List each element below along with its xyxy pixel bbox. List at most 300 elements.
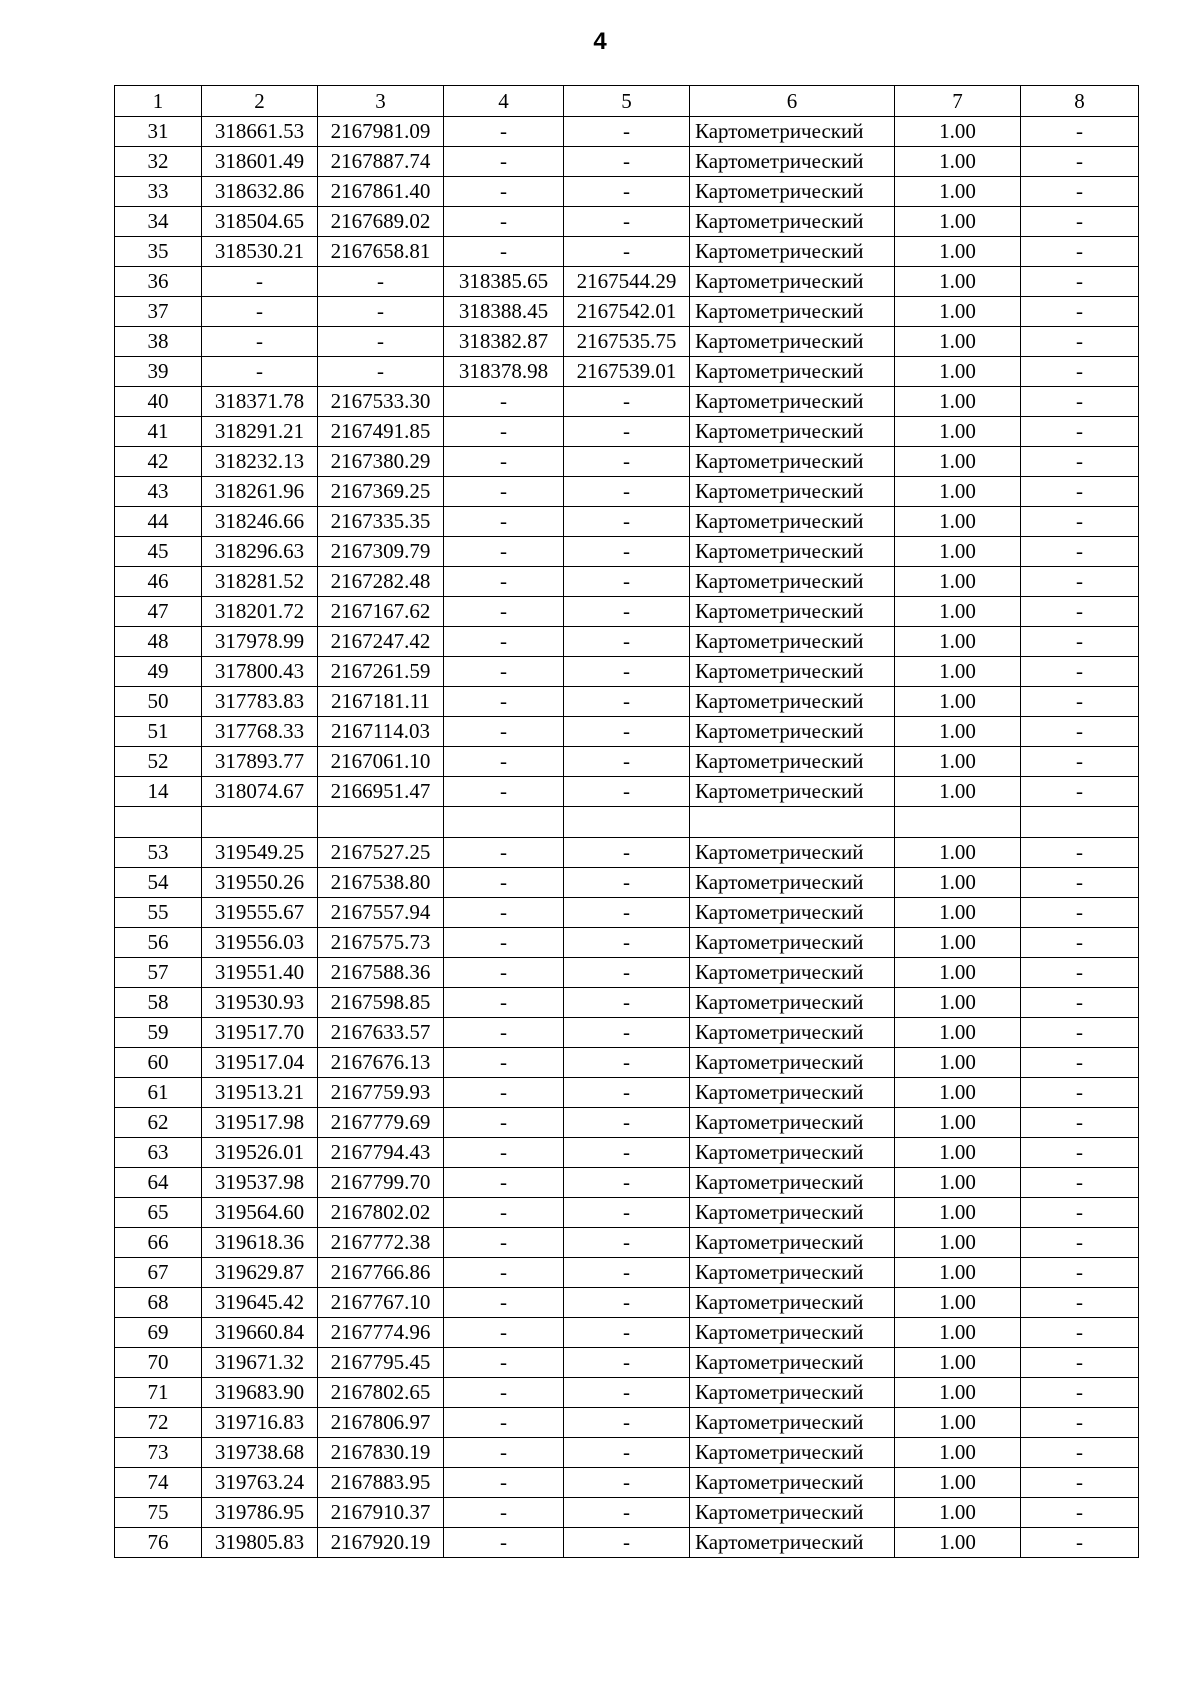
cell-y-coordinate-alt: - — [564, 1528, 690, 1558]
cell-x-coordinate: 319629.87 — [202, 1258, 318, 1288]
cell-method: Картометрический — [690, 237, 895, 267]
table-row — [115, 1378, 1139, 1408]
cell-note: - — [1021, 147, 1139, 177]
cell-method: Картометрический — [690, 297, 895, 327]
cell-point-number: 59 — [115, 1018, 202, 1048]
cell-y-coordinate-alt: - — [564, 627, 690, 657]
cell-y-coordinate: 2167799.70 — [318, 1168, 444, 1198]
cell-x-coordinate-alt: - — [444, 1108, 564, 1138]
table-row — [115, 1318, 1139, 1348]
cell-method: Картометрический — [690, 1138, 895, 1168]
cell-y-coordinate: 2167794.43 — [318, 1138, 444, 1168]
cell-accuracy: 1.00 — [895, 928, 1021, 958]
cell-point-number: 51 — [115, 717, 202, 747]
table-row — [115, 747, 1139, 777]
cell-note: - — [1021, 1438, 1139, 1468]
table-row — [115, 1408, 1139, 1438]
cell-accuracy: 1.00 — [895, 657, 1021, 687]
cell-accuracy: 1.00 — [895, 868, 1021, 898]
table-row — [115, 838, 1139, 868]
cell-method: Картометрический — [690, 657, 895, 687]
cell-note: - — [1021, 297, 1139, 327]
cell-x-coordinate: 319526.01 — [202, 1138, 318, 1168]
cell-note: - — [1021, 1198, 1139, 1228]
cell-y-coordinate: 2167766.86 — [318, 1258, 444, 1288]
cell-point-number: 74 — [115, 1468, 202, 1498]
cell-y-coordinate-alt: - — [564, 537, 690, 567]
cell-x-coordinate: 319517.98 — [202, 1108, 318, 1138]
cell-note: - — [1021, 417, 1139, 447]
cell-x-coordinate-alt: - — [444, 1408, 564, 1438]
table-row — [115, 327, 1139, 357]
cell-x-coordinate: 319513.21 — [202, 1078, 318, 1108]
cell-accuracy: 1.00 — [895, 357, 1021, 387]
cell-x-coordinate: 319763.24 — [202, 1468, 318, 1498]
cell-note: - — [1021, 177, 1139, 207]
cell-method: Картометрический — [690, 898, 895, 928]
table-row — [115, 237, 1139, 267]
cell-point-number: 68 — [115, 1288, 202, 1318]
cell-note: - — [1021, 928, 1139, 958]
header-cell-method: 6 — [690, 86, 895, 117]
cell-x-coordinate: 319738.68 — [202, 1438, 318, 1468]
cell-method: Картометрический — [690, 387, 895, 417]
cell-accuracy: 1.00 — [895, 177, 1021, 207]
cell-x-coordinate: 319556.03 — [202, 928, 318, 958]
cell-y-coordinate-alt: - — [564, 1168, 690, 1198]
cell-y-coordinate: 2167261.59 — [318, 657, 444, 687]
cell-point-number: 37 — [115, 297, 202, 327]
cell-y-coordinate-alt: - — [564, 417, 690, 447]
cell-point-number: 61 — [115, 1078, 202, 1108]
table-row — [115, 928, 1139, 958]
table-row — [115, 1168, 1139, 1198]
cell-method: Картометрический — [690, 537, 895, 567]
cell-accuracy: 1.00 — [895, 958, 1021, 988]
cell-y-coordinate-alt: - — [564, 1048, 690, 1078]
table-row — [115, 627, 1139, 657]
cell-note: - — [1021, 1078, 1139, 1108]
cell-x-coordinate: 319671.32 — [202, 1348, 318, 1378]
table-row — [115, 477, 1139, 507]
cell-x-coordinate-alt: - — [444, 717, 564, 747]
cell-x-coordinate-alt: 318385.65 — [444, 267, 564, 297]
cell-method — [690, 807, 895, 838]
cell-y-coordinate-alt: 2167544.29 — [564, 267, 690, 297]
cell-method: Картометрический — [690, 447, 895, 477]
cell-method: Картометрический — [690, 417, 895, 447]
cell-x-coordinate: 319550.26 — [202, 868, 318, 898]
cell-y-coordinate-alt: - — [564, 898, 690, 928]
cell-point-number: 32 — [115, 147, 202, 177]
cell-point-number: 67 — [115, 1258, 202, 1288]
cell-y-coordinate: 2167282.48 — [318, 567, 444, 597]
cell-point-number: 35 — [115, 237, 202, 267]
cell-x-coordinate: 319716.83 — [202, 1408, 318, 1438]
cell-method: Картометрический — [690, 1198, 895, 1228]
cell-accuracy: 1.00 — [895, 687, 1021, 717]
cell-note: - — [1021, 657, 1139, 687]
table-row — [115, 597, 1139, 627]
cell-point-number: 49 — [115, 657, 202, 687]
cell-accuracy: 1.00 — [895, 597, 1021, 627]
cell-x-coordinate: 318601.49 — [202, 147, 318, 177]
cell-x-coordinate-alt — [444, 807, 564, 838]
cell-note: - — [1021, 1318, 1139, 1348]
cell-x-coordinate-alt: - — [444, 1348, 564, 1378]
cell-note: - — [1021, 117, 1139, 147]
cell-y-coordinate-alt: - — [564, 207, 690, 237]
cell-x-coordinate-alt: - — [444, 597, 564, 627]
cell-x-coordinate-alt: - — [444, 1018, 564, 1048]
cell-method: Картометрический — [690, 267, 895, 297]
cell-x-coordinate-alt: - — [444, 447, 564, 477]
cell-x-coordinate-alt: - — [444, 958, 564, 988]
cell-x-coordinate-alt: - — [444, 507, 564, 537]
cell-y-coordinate: 2167380.29 — [318, 447, 444, 477]
cell-x-coordinate-alt: - — [444, 567, 564, 597]
cell-method: Картометрический — [690, 1078, 895, 1108]
cell-accuracy: 1.00 — [895, 1318, 1021, 1348]
cell-accuracy: 1.00 — [895, 1018, 1021, 1048]
cell-y-coordinate-alt: - — [564, 1378, 690, 1408]
cell-y-coordinate: 2167167.62 — [318, 597, 444, 627]
cell-note: - — [1021, 1108, 1139, 1138]
cell-x-coordinate: 319786.95 — [202, 1498, 318, 1528]
cell-note: - — [1021, 958, 1139, 988]
cell-x-coordinate-alt: - — [444, 1288, 564, 1318]
cell-method: Картометрический — [690, 1378, 895, 1408]
cell-y-coordinate: 2167575.73 — [318, 928, 444, 958]
cell-accuracy: 1.00 — [895, 1078, 1021, 1108]
cell-point-number: 47 — [115, 597, 202, 627]
cell-y-coordinate-alt: - — [564, 447, 690, 477]
cell-accuracy: 1.00 — [895, 1168, 1021, 1198]
table-row — [115, 147, 1139, 177]
cell-y-coordinate-alt — [564, 807, 690, 838]
table-row — [115, 1228, 1139, 1258]
cell-x-coordinate: 319645.42 — [202, 1288, 318, 1318]
cell-y-coordinate: 2167335.35 — [318, 507, 444, 537]
cell-point-number: 72 — [115, 1408, 202, 1438]
cell-x-coordinate: - — [202, 267, 318, 297]
cell-point-number: 36 — [115, 267, 202, 297]
cell-x-coordinate: 319517.70 — [202, 1018, 318, 1048]
cell-method: Картометрический — [690, 597, 895, 627]
cell-y-coordinate: 2167920.19 — [318, 1528, 444, 1558]
cell-y-coordinate-alt: - — [564, 958, 690, 988]
table-row — [115, 207, 1139, 237]
cell-note: - — [1021, 747, 1139, 777]
cell-x-coordinate-alt: - — [444, 117, 564, 147]
cell-y-coordinate-alt: - — [564, 1288, 690, 1318]
cell-accuracy: 1.00 — [895, 1198, 1021, 1228]
table-row — [115, 868, 1139, 898]
cell-method: Картометрический — [690, 1528, 895, 1558]
cell-note: - — [1021, 357, 1139, 387]
cell-method: Картометрический — [690, 1288, 895, 1318]
table-row — [115, 988, 1139, 1018]
cell-y-coordinate-alt: - — [564, 838, 690, 868]
cell-y-coordinate-alt: - — [564, 747, 690, 777]
cell-x-coordinate: 318281.52 — [202, 567, 318, 597]
cell-y-coordinate-alt: - — [564, 477, 690, 507]
cell-note: - — [1021, 838, 1139, 868]
cell-y-coordinate-alt: 2167539.01 — [564, 357, 690, 387]
header-cell-y-coordinate-alt: 5 — [564, 86, 690, 117]
cell-point-number: 42 — [115, 447, 202, 477]
cell-point-number: 60 — [115, 1048, 202, 1078]
cell-y-coordinate-alt: - — [564, 237, 690, 267]
cell-y-coordinate: - — [318, 327, 444, 357]
cell-x-coordinate-alt: - — [444, 387, 564, 417]
cell-accuracy: 1.00 — [895, 447, 1021, 477]
cell-note: - — [1021, 477, 1139, 507]
cell-note — [1021, 807, 1139, 838]
cell-method: Картометрический — [690, 1498, 895, 1528]
page-number: 4 — [593, 28, 607, 55]
cell-point-number: 66 — [115, 1228, 202, 1258]
cell-y-coordinate: 2167369.25 — [318, 477, 444, 507]
cell-accuracy: 1.00 — [895, 1258, 1021, 1288]
cell-y-coordinate-alt: - — [564, 1438, 690, 1468]
cell-y-coordinate: 2166951.47 — [318, 777, 444, 807]
cell-x-coordinate: 317768.33 — [202, 717, 318, 747]
cell-x-coordinate: 318261.96 — [202, 477, 318, 507]
cell-method: Картометрический — [690, 477, 895, 507]
cell-x-coordinate-alt: - — [444, 207, 564, 237]
cell-x-coordinate: 319683.90 — [202, 1378, 318, 1408]
cell-y-coordinate: - — [318, 267, 444, 297]
cell-x-coordinate: 319555.67 — [202, 898, 318, 928]
cell-x-coordinate-alt: - — [444, 237, 564, 267]
cell-method: Картометрический — [690, 868, 895, 898]
header-cell-note: 8 — [1021, 86, 1139, 117]
cell-x-coordinate: 319564.60 — [202, 1198, 318, 1228]
cell-point-number: 76 — [115, 1528, 202, 1558]
cell-method: Картометрический — [690, 1168, 895, 1198]
cell-point-number: 45 — [115, 537, 202, 567]
cell-x-coordinate-alt: - — [444, 657, 564, 687]
cell-note: - — [1021, 387, 1139, 417]
cell-x-coordinate: 318246.66 — [202, 507, 318, 537]
cell-point-number: 43 — [115, 477, 202, 507]
cell-x-coordinate: 318371.78 — [202, 387, 318, 417]
cell-x-coordinate: 318661.53 — [202, 117, 318, 147]
table-row — [115, 1198, 1139, 1228]
cell-x-coordinate-alt: - — [444, 477, 564, 507]
cell-y-coordinate: 2167061.10 — [318, 747, 444, 777]
cell-method: Картометрический — [690, 147, 895, 177]
cell-y-coordinate-alt: - — [564, 1138, 690, 1168]
cell-y-coordinate: 2167861.40 — [318, 177, 444, 207]
cell-y-coordinate-alt: - — [564, 1498, 690, 1528]
cell-x-coordinate-alt: - — [444, 747, 564, 777]
cell-x-coordinate: 317978.99 — [202, 627, 318, 657]
cell-method: Картометрический — [690, 177, 895, 207]
cell-x-coordinate-alt: - — [444, 687, 564, 717]
cell-note: - — [1021, 1468, 1139, 1498]
cell-x-coordinate-alt: 318388.45 — [444, 297, 564, 327]
table-body — [115, 86, 1139, 1558]
cell-note: - — [1021, 237, 1139, 267]
cell-point-number: 48 — [115, 627, 202, 657]
cell-accuracy: 1.00 — [895, 777, 1021, 807]
cell-point-number: 71 — [115, 1378, 202, 1408]
cell-x-coordinate-alt: - — [444, 1498, 564, 1528]
table-header-row — [115, 86, 1139, 117]
cell-accuracy: 1.00 — [895, 747, 1021, 777]
cell-accuracy: 1.00 — [895, 1408, 1021, 1438]
cell-y-coordinate-alt: - — [564, 1018, 690, 1048]
cell-y-coordinate-alt: - — [564, 507, 690, 537]
cell-point-number: 64 — [115, 1168, 202, 1198]
cell-note: - — [1021, 567, 1139, 597]
cell-y-coordinate: 2167759.93 — [318, 1078, 444, 1108]
cell-x-coordinate-alt: - — [444, 777, 564, 807]
cell-accuracy: 1.00 — [895, 477, 1021, 507]
cell-point-number: 65 — [115, 1198, 202, 1228]
cell-y-coordinate-alt: - — [564, 657, 690, 687]
cell-y-coordinate-alt: 2167542.01 — [564, 297, 690, 327]
cell-point-number: 38 — [115, 327, 202, 357]
cell-x-coordinate-alt: - — [444, 1138, 564, 1168]
cell-y-coordinate-alt: - — [564, 1228, 690, 1258]
cell-y-coordinate: 2167557.94 — [318, 898, 444, 928]
cell-x-coordinate-alt: - — [444, 1378, 564, 1408]
cell-accuracy: 1.00 — [895, 1048, 1021, 1078]
cell-accuracy: 1.00 — [895, 207, 1021, 237]
cell-y-coordinate: 2167676.13 — [318, 1048, 444, 1078]
cell-note: - — [1021, 447, 1139, 477]
cell-note: - — [1021, 1168, 1139, 1198]
cell-x-coordinate-alt: - — [444, 898, 564, 928]
cell-accuracy: 1.00 — [895, 387, 1021, 417]
cell-x-coordinate-alt: - — [444, 1528, 564, 1558]
cell-y-coordinate: 2167806.97 — [318, 1408, 444, 1438]
cell-note: - — [1021, 207, 1139, 237]
cell-note: - — [1021, 1528, 1139, 1558]
header-cell-x-coordinate-alt: 4 — [444, 86, 564, 117]
cell-y-coordinate-alt: - — [564, 717, 690, 747]
cell-method: Картометрический — [690, 988, 895, 1018]
cell-y-coordinate: 2167181.11 — [318, 687, 444, 717]
cell-y-coordinate: - — [318, 357, 444, 387]
cell-accuracy: 1.00 — [895, 1378, 1021, 1408]
table-row — [115, 1528, 1139, 1558]
cell-x-coordinate: 319530.93 — [202, 988, 318, 1018]
cell-note: - — [1021, 1498, 1139, 1528]
cell-y-coordinate: 2167491.85 — [318, 417, 444, 447]
header-cell-point-number: 1 — [115, 86, 202, 117]
table-row — [115, 1348, 1139, 1378]
table-row — [115, 898, 1139, 928]
cell-x-coordinate: 318504.65 — [202, 207, 318, 237]
cell-method: Картометрический — [690, 627, 895, 657]
cell-y-coordinate-alt: - — [564, 687, 690, 717]
cell-y-coordinate: 2167588.36 — [318, 958, 444, 988]
cell-x-coordinate-alt: - — [444, 417, 564, 447]
cell-x-coordinate: 319805.83 — [202, 1528, 318, 1558]
cell-x-coordinate-alt: - — [444, 1258, 564, 1288]
cell-accuracy: 1.00 — [895, 838, 1021, 868]
table-row — [115, 958, 1139, 988]
table-row — [115, 297, 1139, 327]
cell-y-coordinate: 2167795.45 — [318, 1348, 444, 1378]
table-row — [115, 1078, 1139, 1108]
cell-accuracy: 1.00 — [895, 237, 1021, 267]
cell-y-coordinate: 2167309.79 — [318, 537, 444, 567]
cell-accuracy: 1.00 — [895, 1438, 1021, 1468]
cell-point-number: 57 — [115, 958, 202, 988]
cell-method: Картометрический — [690, 1318, 895, 1348]
cell-accuracy: 1.00 — [895, 1288, 1021, 1318]
cell-point-number: 63 — [115, 1138, 202, 1168]
cell-x-coordinate: - — [202, 357, 318, 387]
cell-method: Картометрический — [690, 117, 895, 147]
cell-y-coordinate-alt: - — [564, 1318, 690, 1348]
cell-point-number: 33 — [115, 177, 202, 207]
table-row — [115, 687, 1139, 717]
cell-y-coordinate: 2167887.74 — [318, 147, 444, 177]
cell-method: Картометрический — [690, 1468, 895, 1498]
table-row — [115, 1498, 1139, 1528]
cell-note: - — [1021, 627, 1139, 657]
cell-y-coordinate: 2167247.42 — [318, 627, 444, 657]
cell-y-coordinate: 2167767.10 — [318, 1288, 444, 1318]
cell-note: - — [1021, 1048, 1139, 1078]
table-row — [115, 267, 1139, 297]
cell-accuracy: 1.00 — [895, 627, 1021, 657]
cell-y-coordinate-alt: - — [564, 988, 690, 1018]
cell-x-coordinate-alt: 318378.98 — [444, 357, 564, 387]
cell-y-coordinate: 2167830.19 — [318, 1438, 444, 1468]
cell-method: Картометрический — [690, 1348, 895, 1378]
cell-accuracy: 1.00 — [895, 267, 1021, 297]
cell-method: Картометрический — [690, 357, 895, 387]
cell-y-coordinate-alt: - — [564, 777, 690, 807]
cell-point-number: 34 — [115, 207, 202, 237]
cell-x-coordinate-alt: - — [444, 1048, 564, 1078]
cell-y-coordinate-alt: - — [564, 1108, 690, 1138]
cell-y-coordinate: 2167802.02 — [318, 1198, 444, 1228]
cell-y-coordinate-alt: - — [564, 567, 690, 597]
table-row — [115, 717, 1139, 747]
cell-y-coordinate-alt: - — [564, 117, 690, 147]
table-row — [115, 567, 1139, 597]
cell-x-coordinate-alt: - — [444, 1228, 564, 1258]
cell-method: Картометрический — [690, 207, 895, 237]
cell-y-coordinate — [318, 807, 444, 838]
cell-accuracy: 1.00 — [895, 717, 1021, 747]
cell-point-number: 40 — [115, 387, 202, 417]
cell-x-coordinate-alt: - — [444, 1168, 564, 1198]
cell-accuracy: 1.00 — [895, 567, 1021, 597]
cell-y-coordinate: 2167689.02 — [318, 207, 444, 237]
header-cell-y-coordinate: 3 — [318, 86, 444, 117]
cell-x-coordinate: - — [202, 297, 318, 327]
table-row — [115, 507, 1139, 537]
cell-point-number: 73 — [115, 1438, 202, 1468]
cell-y-coordinate: 2167527.25 — [318, 838, 444, 868]
cell-y-coordinate: 2167533.30 — [318, 387, 444, 417]
cell-accuracy: 1.00 — [895, 1498, 1021, 1528]
cell-x-coordinate-alt: - — [444, 1438, 564, 1468]
header-cell-x-coordinate: 2 — [202, 86, 318, 117]
cell-accuracy: 1.00 — [895, 988, 1021, 1018]
cell-note: - — [1021, 537, 1139, 567]
coordinates-table — [114, 85, 1139, 1558]
